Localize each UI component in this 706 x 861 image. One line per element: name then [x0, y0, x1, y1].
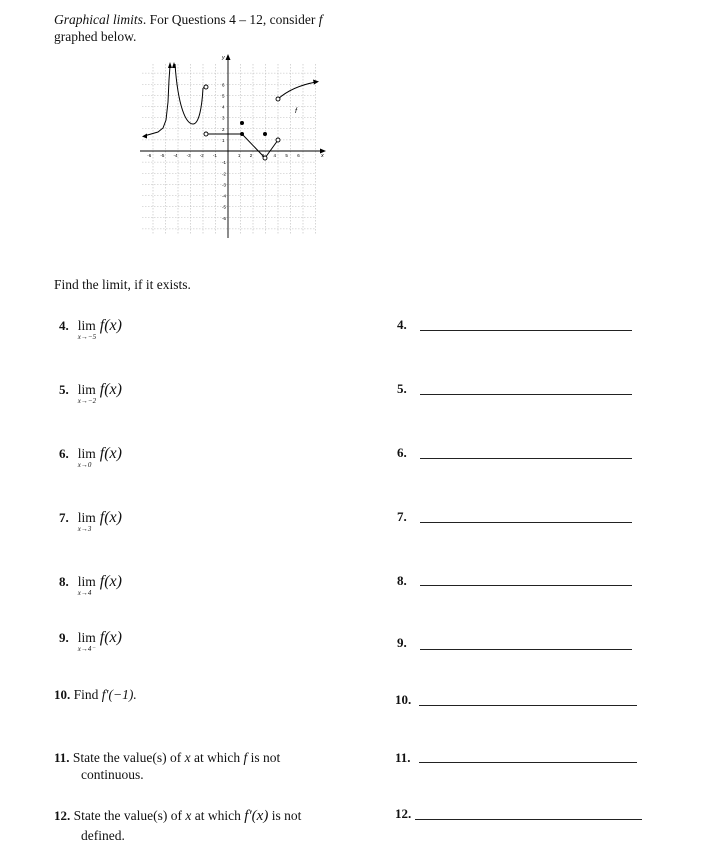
answer-10-line[interactable]: [419, 705, 637, 706]
intro-text-2: graphed below.: [54, 29, 137, 44]
question-6: [59, 445, 122, 469]
answer-11-line[interactable]: [419, 762, 637, 763]
x-tick-label: 6: [297, 153, 300, 158]
lim-word: lim: [77, 382, 96, 397]
question-7: [59, 509, 122, 533]
y-axis-arrow: [226, 54, 231, 60]
y-tick-label: 1: [222, 137, 225, 143]
function-expr: f(x): [99, 445, 122, 462]
x-tick-labels: [147, 153, 300, 158]
function-expr: f(x): [99, 509, 122, 526]
answer-12-number: 12.: [395, 806, 412, 821]
intro-text: [54, 11, 384, 45]
lim-word: lim: [77, 574, 96, 589]
question-number: 6.: [59, 446, 69, 461]
y-tick-label: -2: [222, 171, 227, 177]
question-number: 9.: [59, 630, 69, 645]
graph-svg: [138, 52, 328, 242]
lim-subscript: x→−5: [77, 333, 97, 341]
lim-subscript: x→3: [77, 525, 92, 533]
answer-8-line[interactable]: [420, 585, 632, 586]
x-tick-label: 2: [249, 153, 253, 158]
intro-f: f: [318, 12, 323, 27]
curve-left-tail-arrow: [142, 134, 147, 139]
answer-5-line[interactable]: [420, 394, 632, 395]
answer-12-line[interactable]: [415, 819, 642, 820]
question-12-number: 12.: [54, 808, 71, 823]
answer-8-number: 8.: [397, 573, 407, 588]
y-tick-label: 2: [222, 126, 225, 132]
y-tick-label: 3: [222, 115, 225, 121]
question-5: [59, 381, 122, 405]
lim-word: lim: [77, 630, 96, 645]
y-tick-label: 5: [222, 93, 225, 99]
f-label: f: [295, 108, 297, 115]
question-11-end: is not: [247, 750, 281, 765]
function-expr: f(x): [99, 317, 122, 334]
open-point-5: [276, 97, 280, 101]
x-tick-label: -4: [173, 153, 178, 158]
x-tick-label: 1: [237, 153, 241, 158]
intro-italic: Graphical limits: [54, 12, 143, 27]
lim-subscript: x→4⁻: [77, 645, 96, 653]
lim-subscript: x→−2: [77, 397, 97, 405]
asymptote-arrow-left: [168, 62, 172, 68]
question-12-line1: State the value(s) of: [73, 808, 186, 823]
open-point-1: [204, 85, 208, 89]
question-8: [59, 573, 122, 597]
y-tick-label: -3: [222, 182, 227, 188]
limit-expression: [77, 630, 96, 653]
answer-6-number: 6.: [397, 445, 407, 460]
lim-word: lim: [77, 510, 96, 525]
question-11-mid: at which: [190, 750, 244, 765]
question-10-number: 10.: [54, 687, 71, 702]
question-10-text: Find: [73, 687, 102, 702]
question-11: [54, 749, 280, 783]
answer-10-number: 10.: [395, 692, 412, 707]
question-10-expr: f′(−1).: [101, 687, 137, 702]
answer-9-number: 9.: [397, 635, 407, 650]
question-4: [59, 317, 122, 341]
answer-11-number: 11.: [395, 750, 411, 765]
answer-6-line[interactable]: [420, 458, 632, 459]
question-11-x: x: [184, 750, 191, 765]
y-tick-label: 4: [222, 104, 225, 110]
x-tick-label: -3: [186, 153, 191, 158]
question-number: 7.: [59, 510, 69, 525]
x-tick-label: -5: [160, 153, 165, 158]
y-tick-label: -1: [222, 160, 227, 166]
limit-expression: [77, 510, 96, 533]
question-12-mid: at which: [191, 808, 245, 823]
question-12-expr: f′(x): [244, 808, 269, 824]
function-graph: [138, 52, 328, 247]
question-12-line2: defined.: [81, 828, 125, 843]
answer-7-number: 7.: [397, 509, 407, 524]
question-11-line2: continuous.: [81, 767, 144, 782]
lim-subscript: x→0: [77, 461, 92, 469]
x-tick-label: -6: [147, 153, 152, 158]
y-tick-label: 6: [222, 82, 225, 88]
lim-word: lim: [77, 446, 96, 461]
answer-9-line[interactable]: [420, 649, 632, 650]
limit-expression: [77, 318, 97, 341]
question-9: [59, 629, 122, 653]
open-point-2: [204, 132, 208, 136]
v-right-segment: [265, 140, 278, 158]
question-12: [54, 806, 301, 846]
question-12-x: x: [185, 808, 192, 823]
question-11-f: f: [243, 750, 248, 765]
function-expr: f(x): [99, 629, 122, 646]
instruction: Find the limit, if it exists.: [54, 277, 191, 292]
y-tick-label: -6: [222, 215, 227, 221]
closed-point-2: [240, 121, 244, 125]
answer-4-line[interactable]: [420, 330, 632, 331]
function-expr: f(x): [99, 381, 122, 398]
x-axis-label: x: [321, 153, 324, 159]
intro-text-1: . For Questions 4 – 12, consider: [142, 12, 319, 27]
question-11-line1: State the value(s) of: [72, 750, 185, 765]
curve-right: [278, 82, 316, 99]
answer-5-number: 5.: [397, 381, 407, 396]
y-tick-label: -5: [222, 204, 227, 210]
y-tick-label: -4: [222, 193, 227, 199]
answer-7-line[interactable]: [420, 522, 632, 523]
question-number: 5.: [59, 382, 69, 397]
open-point-3: [263, 156, 267, 160]
y-tick-labels: [222, 82, 226, 221]
lim-word: lim: [77, 318, 96, 333]
question-11-number: 11.: [54, 750, 70, 765]
answer-4-number: 4.: [397, 317, 407, 332]
question-number: 4.: [59, 318, 69, 333]
y-axis-label: y: [222, 55, 225, 61]
limit-expression: [77, 574, 96, 597]
limit-expression: [77, 382, 97, 405]
x-tick-label: 5: [285, 153, 288, 158]
curve-right-arrow: [313, 80, 319, 85]
question-number: 8.: [59, 574, 69, 589]
closed-point-3: [263, 132, 267, 136]
open-point-4: [276, 138, 280, 142]
x-tick-label: 4: [273, 153, 277, 158]
x-tick-label: -2: [199, 153, 204, 158]
curve-left-tail: [144, 66, 170, 136]
question-10: [54, 687, 137, 703]
limit-expression: [77, 446, 96, 469]
function-expr: f(x): [99, 573, 122, 590]
question-12-end: is not: [268, 808, 302, 823]
v-left-segment: [242, 134, 265, 158]
x-tick-label: -1: [212, 153, 217, 158]
lim-subscript: x→4: [77, 589, 92, 597]
